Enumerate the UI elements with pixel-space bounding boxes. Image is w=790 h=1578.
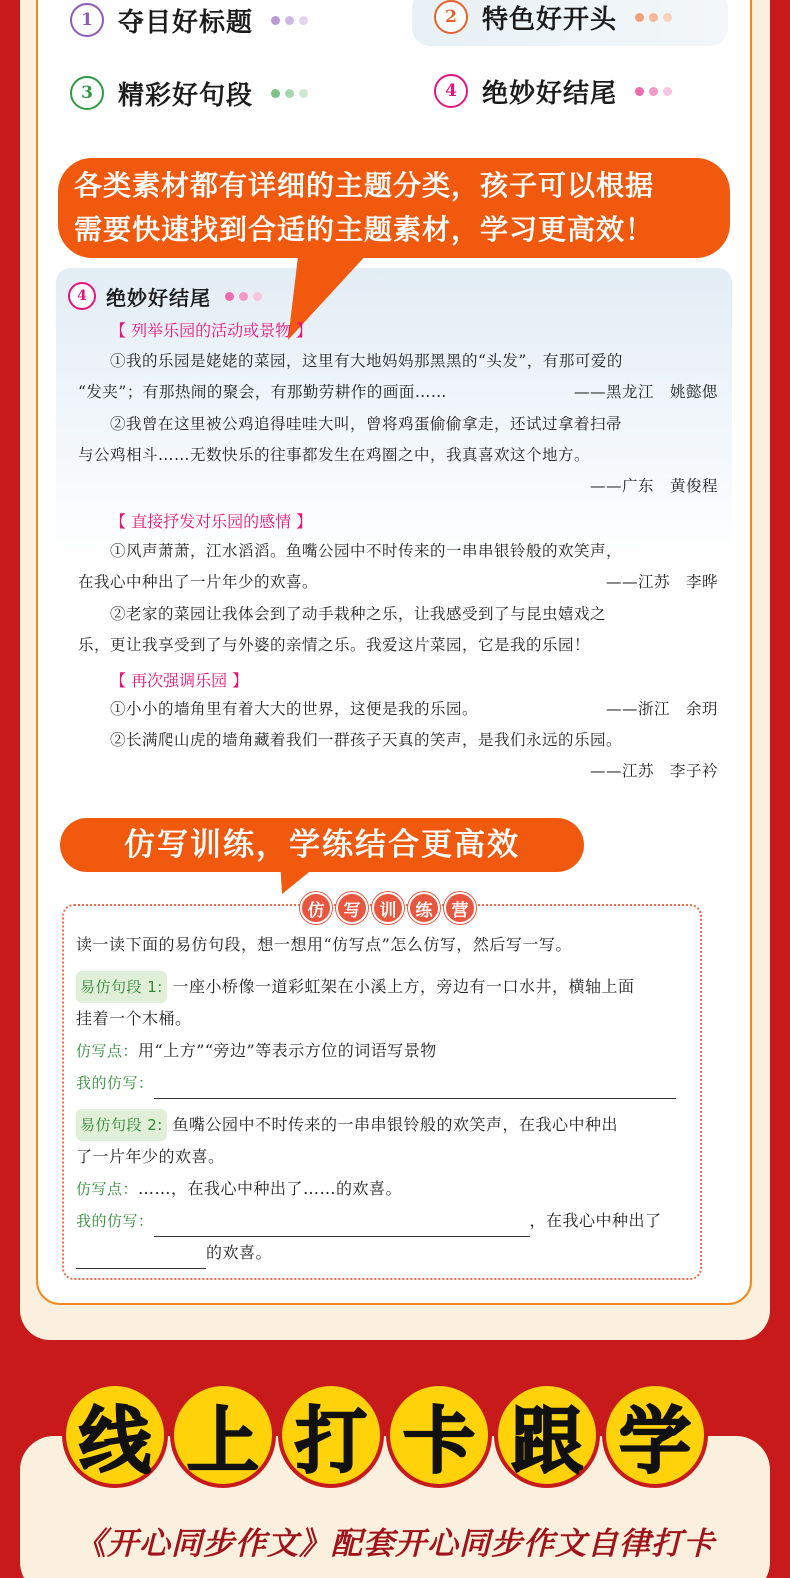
answer-blank[interactable] xyxy=(154,1079,676,1099)
category-label: 特色好开头 xyxy=(482,4,618,35)
mine-label: 我的仿写： xyxy=(76,1074,154,1092)
number-badge: 2 xyxy=(434,0,468,34)
excerpt: ②我曾在这里被公鸡追得哇哇大叫，曾将鸡蛋偷偷拿走，还试过拿着扫帚 与公鸡相斗……无数快乐的往事都发生在鸡圈之中，我真喜欢这个地方。 ——广东 黄俊程 xyxy=(78,409,718,502)
camp-char: 练 xyxy=(408,892,440,924)
camp-char: 训 xyxy=(372,892,404,924)
number-badge: 4 xyxy=(68,282,96,310)
callout-line-2: 需要快速找到合适的主题素材，学习更高效！ xyxy=(74,213,655,246)
section-heading: 【 列举乐园的活动或景物 】 xyxy=(110,321,313,340)
practice-item-2: 易仿句段 2: 鱼嘴公园中不时传来的一串串银铃般的欢笑声，在我心中种出 了一片年少的欢喜。 仿写点：……，在我心中种出了……的欢喜。 我的仿写： ，在我心中种出了 的欢喜。 xyxy=(76,1109,696,1269)
tagline: 《开心同步作文》配套开心同步作文自律打卡 xyxy=(75,1526,715,1562)
category-2 xyxy=(434,0,672,42)
title-char: 上 xyxy=(170,1382,276,1488)
section-heading: 【 直接抒发对乐园的感情 】 xyxy=(110,512,313,531)
panel-title: 绝妙好结尾 xyxy=(106,285,211,310)
item-label: 易仿句段 1: xyxy=(76,971,167,1003)
panel-heading xyxy=(68,278,262,314)
number-badge: 3 xyxy=(70,76,104,110)
camp-char: 营 xyxy=(444,892,476,924)
category-4 xyxy=(434,66,672,116)
practice-item-1: 易仿句段 1: 一座小桥像一道彩虹架在小溪上方，旁边有一口水井，横轴上面 挂着一个木桶。 仿写点：用“上方”“旁边”等表示方位的词语写景物 我的仿写： xyxy=(76,971,696,1099)
title-char: 卡 xyxy=(386,1382,492,1488)
camp-char: 仿 xyxy=(300,892,332,924)
mine-label: 我的仿写： xyxy=(76,1212,154,1230)
camp-char: 写 xyxy=(336,892,368,924)
excerpt-author: ——浙江 余玥 xyxy=(605,700,718,718)
excerpt: ①我的乐园是姥姥的菜园，这里有大地妈妈那黑黑的“头发”，有那可爱的 “发夹”；有那热闹的聚会，有那勤劳耕作的画面…… ——黑龙江 姚懿偲 xyxy=(78,346,718,408)
practice-banner: 仿写训练，学练结合更高效 xyxy=(60,818,584,872)
excerpt: ②老家的菜园让我体会到了动手栽种之乐，让我感受到了与昆虫嬉戏之 乐，更让我享受到了与外婆的亲情之乐。我爱这片菜园，它是我的乐园！ xyxy=(78,605,607,654)
category-1 xyxy=(70,0,308,45)
practice-camp-title xyxy=(300,892,476,924)
category-label: 绝妙好结尾 xyxy=(482,78,618,109)
excerpt-author: ——黑龙江 姚懿偲 xyxy=(573,383,718,401)
excerpt: ①风声萧萧，江水滔滔。鱼嘴公园中不时传来的一串串银铃般的欢笑声， 在我心中种出了一片年少的欢喜。 ——江苏 李晔 xyxy=(78,536,718,598)
category-label: 夺目好标题 xyxy=(118,7,254,38)
point-label: 仿写点： xyxy=(76,1180,139,1198)
excerpt-author: ——江苏 李晔 xyxy=(605,573,718,591)
dots-decoration xyxy=(635,87,672,96)
dots-decoration xyxy=(225,292,262,301)
dots-decoration xyxy=(271,16,308,25)
dots-decoration xyxy=(271,89,308,98)
category-3 xyxy=(70,68,308,118)
point-label: 仿写点： xyxy=(76,1042,139,1060)
title-char: 跟 xyxy=(494,1382,600,1488)
answer-blank[interactable] xyxy=(154,1217,530,1237)
title-char: 打 xyxy=(278,1382,384,1488)
section-heading: 【 再次强调乐园 】 xyxy=(110,671,249,690)
excerpt-author: ——广东 黄俊程 xyxy=(589,477,718,495)
callout-line-1: 各类素材都有详细的主题分类，孩子可以根据 xyxy=(74,169,655,202)
dots-decoration xyxy=(635,13,672,22)
title-char: 线 xyxy=(62,1382,168,1488)
item-label: 易仿句段 2: xyxy=(76,1109,167,1141)
callout-banner xyxy=(58,158,730,258)
practice-intro: 读一读下面的易仿句段，想一想用“仿写点”怎么仿写，然后写一写。 xyxy=(76,935,572,954)
title-char: 学 xyxy=(602,1382,708,1488)
excerpt: ①小小的墙角里有着大大的世界，这便是我的乐园。 ——浙江 余玥 ②长满爬山虎的墙角藏着我们一群孩子天真的笑声，是我们永远的乐园。 ——江苏 李子衿 xyxy=(78,694,718,787)
number-badge: 1 xyxy=(70,3,104,37)
checkin-title xyxy=(62,1382,708,1488)
excerpt-author: ——江苏 李子衿 xyxy=(589,762,718,780)
answer-blank[interactable] xyxy=(76,1249,206,1269)
category-label: 精彩好句段 xyxy=(118,80,254,111)
number-badge: 4 xyxy=(434,74,468,108)
